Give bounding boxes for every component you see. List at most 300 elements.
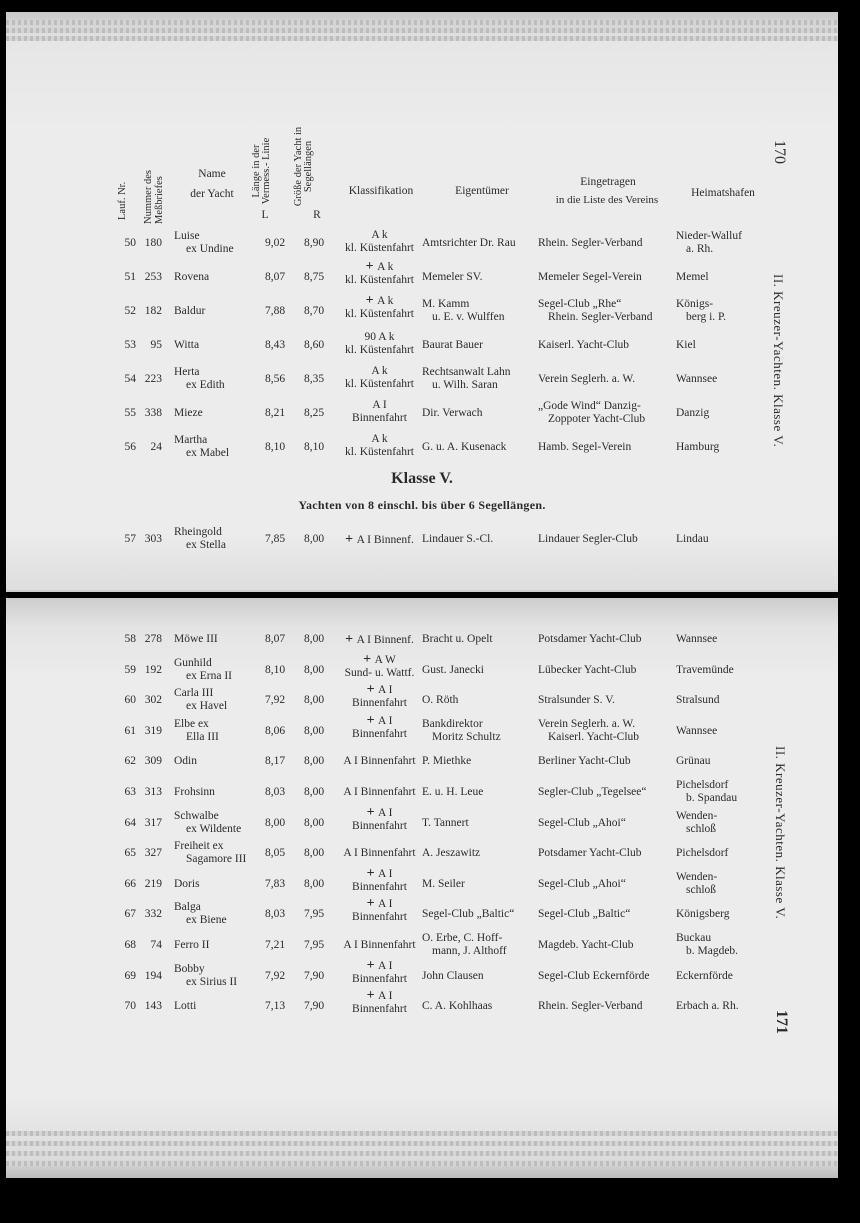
eigentuemer-line: Dir. Verwach (422, 407, 483, 419)
segellaengen-value: 7,90 (303, 1000, 325, 1013)
eigentuemer-line: Segel-Club „Baltic“ (422, 908, 515, 921)
heimatshafen (676, 664, 766, 677)
verein-line: Potsdamer Yacht-Club (538, 633, 642, 645)
yacht-name-line: Rovena (174, 271, 210, 283)
klassifikation-line: Sund- u. Wattf. (344, 666, 415, 679)
heimatshafen (676, 779, 766, 805)
yacht-name-line: Bobby (174, 962, 205, 975)
messbrief-nr: 313 (144, 786, 162, 798)
klassifikation (333, 755, 426, 768)
messbrief-nr: 309 (144, 755, 162, 768)
laenge-value: 7,92 (264, 969, 286, 982)
heimatshafen (676, 810, 766, 836)
page-170 (6, 12, 838, 592)
yacht-name (174, 657, 264, 683)
heimatshafen (676, 298, 766, 324)
heimatshafen-line: Erbach a. Rh. (676, 1000, 739, 1013)
header-groesse: Größe der Yacht in Segellängen (293, 126, 314, 207)
klassifikation (333, 399, 426, 425)
yacht-name (174, 810, 264, 836)
laenge-value: 8,06 (264, 724, 286, 737)
laenge-value: 8,21 (264, 407, 286, 419)
klassifikation-line: A I (378, 806, 393, 819)
klassifikation (333, 867, 426, 894)
yacht-name-line: Witta (174, 339, 200, 351)
eigentuemer (422, 366, 540, 392)
eigentuemer-line: Bankdirektor (422, 717, 483, 730)
lauf-nr: 58 (124, 633, 136, 645)
verein-line: Hamb. Segel-Verein (538, 441, 632, 453)
table-row (6, 259, 838, 298)
laenge-value: 7,88 (264, 305, 286, 317)
yacht-name-line: ex Stella (186, 539, 226, 551)
yacht-name (174, 434, 264, 460)
table-row (6, 330, 838, 366)
klassifikation (333, 294, 426, 321)
eigentuemer (422, 694, 540, 707)
yacht-name (174, 718, 264, 744)
messbrief-nr: 192 (144, 663, 162, 676)
yacht-name (174, 230, 264, 256)
klassifikation-line: Binnenfahrt (352, 412, 407, 424)
klassifikation (333, 653, 426, 680)
yacht-name-line: Frohsinn (174, 786, 215, 798)
klassifikation (333, 331, 426, 357)
section-title: Klasse V. (391, 470, 453, 487)
heimatshafen-line: Memel (676, 271, 709, 283)
eigentuemer-line: mann, J. Althoff (432, 945, 507, 957)
eigentuemer (422, 847, 540, 860)
page-edge (6, 20, 838, 25)
heimatshafen-line: Wannsee (676, 373, 718, 385)
lauf-nr: 50 (124, 237, 136, 249)
klassifikation-line: A I (372, 399, 387, 411)
lauf-nr: 55 (124, 407, 136, 419)
cross-icon: + (366, 712, 379, 728)
klassifikation-line: 90 A k (364, 331, 395, 343)
heimatshafen-line: Buckau (676, 932, 712, 944)
yacht-name-line: ex Undine (186, 243, 234, 255)
yacht-name-line: Lotti (174, 1000, 197, 1013)
yacht-name-line: Möwe III (174, 633, 218, 645)
klassifikation-line: A I Binnenfahrt (343, 939, 416, 951)
messbrief-nr: 74 (150, 939, 162, 951)
page-edge (6, 28, 838, 33)
yacht-name-line: Carla III (174, 687, 214, 700)
verein-line: Potsdamer Yacht-Club (538, 847, 642, 860)
page-edge (6, 1131, 838, 1136)
running-header: II. Kreuzer-Yachten. Klasse V. (771, 274, 786, 448)
klassifikation (333, 939, 426, 952)
verein (538, 1000, 674, 1013)
messbrief-nr: 332 (144, 908, 162, 921)
messbrief-nr: 223 (144, 373, 162, 385)
messbrief-nr: 319 (144, 724, 162, 737)
yacht-name-line: Sagamore III (186, 853, 247, 866)
eigentuemer-line: O. Erbe, C. Hoff- (422, 932, 503, 944)
laenge-value: 9,02 (264, 237, 286, 249)
klassifikation-line: A I (378, 684, 393, 697)
verein-line: Segel-Club Eckernförde (538, 969, 650, 982)
klassifikation-line: kl. Küstenfahrt (345, 274, 414, 286)
messbrief-nr: 317 (144, 816, 162, 829)
klassifikation (333, 229, 426, 255)
klassifikation (333, 714, 426, 741)
page-edge (6, 1161, 838, 1166)
eigentuemer-line: Memeler SV. (422, 271, 483, 283)
verein-line: Verein Seglerh. a. W. (538, 373, 636, 385)
eigentuemer (422, 664, 540, 677)
yacht-name-line: Luise (174, 230, 200, 242)
klassifikation-line: Binnenfahrt (352, 727, 407, 740)
table-row (6, 524, 838, 560)
lauf-nr: 56 (124, 441, 136, 453)
segellaengen-value: 8,00 (303, 633, 325, 645)
cross-icon: + (365, 259, 378, 274)
verein-line: Kaiserl. Yacht-Club (548, 730, 640, 743)
verein-line: Zoppoter Yacht-Club (548, 413, 646, 425)
yacht-name (174, 939, 264, 952)
laenge-value: 8,07 (264, 633, 286, 645)
klassifikation-line: Binnenfahrt (352, 972, 407, 985)
klassifikation-line: A I Binnenfahrt (343, 755, 416, 768)
verein (538, 533, 674, 546)
messbrief-nr: 95 (150, 339, 162, 351)
yacht-name (174, 687, 264, 713)
lauf-nr: 64 (124, 816, 136, 829)
klassifikation-line: A I (378, 959, 393, 972)
heimatshafen-line: Kiel (676, 339, 696, 351)
page-edge (6, 1141, 838, 1146)
verein-line: Segel-Club „Rhe“ (538, 298, 622, 310)
klassifikation (333, 260, 426, 287)
eigentuemer (422, 932, 540, 958)
heimatshafen-line: berg i. P. (686, 311, 727, 323)
header-brief-nr: Nummer des Meßbriefes (143, 170, 165, 224)
laenge-value: 8,17 (264, 755, 286, 768)
running-header: II. Kreuzer-Yachten. Klasse V. (773, 746, 788, 920)
eigentuemer-line: G. u. A. Kusenack (422, 441, 507, 453)
heimatshafen-line: Wenden- (676, 870, 718, 883)
yacht-name (174, 878, 264, 891)
messbrief-nr: 180 (144, 237, 162, 249)
klassifikation-line: A I Binnenf. (356, 534, 414, 546)
eigentuemer (422, 1000, 540, 1013)
yacht-name-line: Herta (174, 366, 200, 378)
cross-icon: + (366, 804, 379, 820)
eigentuemer (422, 817, 540, 830)
lauf-nr: 70 (124, 1000, 136, 1013)
verein-line: Berliner Yacht-Club (538, 755, 631, 768)
laenge-value: 7,83 (264, 877, 286, 890)
verein-line: Lübecker Yacht-Club (538, 663, 637, 676)
laenge-value: 7,92 (264, 694, 286, 707)
cross-icon: + (366, 682, 379, 698)
yacht-name-line: ex Mabel (186, 447, 230, 459)
lauf-nr: 69 (124, 969, 136, 982)
eigentuemer-line: Moritz Schultz (432, 730, 501, 743)
yacht-name (174, 755, 264, 768)
eigentuemer-line: M. Kamm (422, 298, 470, 310)
header-klassifikation: Klassifikation (348, 185, 414, 197)
lauf-nr: 51 (124, 271, 136, 283)
eigentuemer-line: u. Wilh. Saran (432, 379, 498, 391)
verein (538, 298, 674, 324)
cross-icon: + (345, 532, 357, 547)
yacht-name-line: ex Edith (186, 379, 225, 391)
klassifikation (333, 959, 426, 986)
klassifikation (333, 365, 426, 391)
lauf-nr: 57 (124, 533, 136, 545)
page-edge (6, 1151, 838, 1156)
yacht-name (174, 339, 264, 352)
verein-line: Segel-Club „Baltic“ (538, 908, 631, 921)
segellaengen-value: 8,60 (303, 339, 325, 351)
klassifikation-line: Binnenfahrt (352, 819, 407, 832)
yacht-name (174, 1000, 264, 1013)
eigentuemer (422, 339, 540, 352)
eigentuemer-line: u. E. v. Wulffen (432, 311, 505, 323)
yacht-name-line: ex Havel (186, 700, 228, 713)
heimatshafen (676, 970, 766, 983)
segellaengen-value: 7,95 (303, 908, 325, 921)
eigentuemer (422, 407, 540, 420)
table-row (6, 988, 838, 1027)
verein (538, 339, 674, 352)
klassifikation-line: Binnenfahrt (352, 911, 407, 924)
laenge-value: 7,85 (264, 533, 286, 545)
klassifikation (333, 533, 426, 547)
yacht-name-line: Rheingold (174, 526, 222, 538)
header-lauf-nr: Lauf. Nr. (117, 181, 128, 220)
klassifikation-line: A W (374, 653, 396, 666)
heimatshafen-line: Lindau (676, 533, 709, 545)
segellaengen-value: 7,90 (303, 969, 325, 982)
klassifikation (333, 847, 426, 860)
heimatshafen (676, 932, 766, 958)
verein-line: „Gode Wind“ Danzig- (538, 400, 641, 412)
verein-line: Verein Seglerh. a. W. (538, 717, 636, 730)
eigentuemer (422, 786, 540, 799)
heimatshafen (676, 755, 766, 768)
header-eigentuemer: Eigentümer (455, 185, 509, 197)
klassifikation-line: kl. Küstenfahrt (345, 242, 414, 254)
cross-icon: + (366, 988, 379, 1004)
laenge-value: 8,03 (264, 908, 286, 921)
messbrief-nr: 278 (144, 633, 162, 645)
lauf-nr: 66 (124, 877, 136, 890)
lauf-nr: 63 (124, 786, 136, 798)
segellaengen-value: 8,25 (303, 407, 325, 419)
segellaengen-value: 8,00 (303, 724, 325, 737)
eigentuemer (422, 633, 540, 646)
heimatshafen-line: Nieder-Walluf (676, 230, 742, 242)
segellaengen-value: 7,95 (303, 939, 325, 951)
heimatshafen-line: b. Magdeb. (686, 945, 739, 957)
klassifikation-line: kl. Küstenfahrt (345, 378, 414, 390)
yacht-name-line: ex Sirius II (186, 975, 238, 988)
eigentuemer (422, 533, 540, 546)
eigentuemer-line: A. Jeszawitz (422, 847, 481, 860)
laenge-value: 7,21 (264, 939, 286, 951)
heimatshafen (676, 339, 766, 352)
heimatshafen-line: Königs- (676, 298, 714, 310)
eigentuemer-line: E. u. H. Leue (422, 786, 484, 798)
cross-icon: + (366, 865, 379, 881)
laenge-value: 8,00 (264, 816, 286, 829)
heimatshafen (676, 725, 766, 738)
verein (538, 970, 674, 983)
klassifikation (333, 433, 426, 459)
klassifikation (333, 897, 426, 924)
laenge-value: 8,07 (264, 271, 286, 283)
heimatshafen-line: schloß (686, 883, 717, 896)
page-171 (6, 598, 838, 1178)
verein (538, 441, 674, 454)
verein-line: Lindauer Segler-Club (538, 533, 638, 545)
yacht-name-line: Ferro II (174, 939, 210, 951)
yacht-name (174, 407, 264, 420)
eigentuemer (422, 718, 540, 744)
klassifikation-line: A I Binnenfahrt (343, 847, 416, 860)
heimatshafen-line: b. Spandau (686, 792, 738, 804)
klassifikation-line: A k (377, 295, 394, 307)
segellaengen-value: 8,00 (303, 816, 325, 829)
verein-line: Segler-Club „Tegelsee“ (538, 786, 647, 798)
section-subtitle: Yachten von 8 einschl. bis über 6 Segellängen. (298, 498, 546, 512)
heimatshafen-line: Eckernförde (676, 969, 733, 982)
segellaengen-value: 8,00 (303, 663, 325, 676)
laenge-value: 8,43 (264, 339, 286, 351)
eigentuemer (422, 908, 540, 921)
yacht-name-line: Balga (174, 901, 201, 914)
eigentuemer-line: Amtsrichter Dr. Rau (422, 237, 516, 249)
yacht-name (174, 840, 264, 866)
lauf-nr: 61 (124, 724, 136, 737)
header-eingetragen-liste: in die Liste des Vereins (555, 194, 659, 206)
yacht-name (174, 901, 264, 927)
yacht-name (174, 305, 264, 318)
verein (538, 694, 674, 707)
lauf-nr: 53 (124, 339, 136, 351)
lauf-nr: 52 (124, 305, 136, 317)
yacht-name-line: Mieze (174, 407, 203, 419)
messbrief-nr: 194 (144, 969, 162, 982)
klassifikation-line: kl. Küstenfahrt (345, 446, 414, 458)
klassifikation-line: A I (378, 898, 393, 911)
klassifikation-line: A I Binnenf. (356, 634, 414, 646)
heimatshafen-line: Grünau (676, 755, 711, 768)
laenge-value: 7,13 (264, 1000, 286, 1013)
cross-icon: + (365, 293, 378, 308)
eigentuemer (422, 441, 540, 454)
eigentuemer-line: Lindauer S.-Cl. (422, 533, 494, 545)
segellaengen-value: 8,75 (303, 271, 325, 283)
messbrief-nr: 143 (144, 1000, 162, 1013)
klassifikation-line: Binnenfahrt (352, 1003, 407, 1016)
klassifikation-line: kl. Küstenfahrt (345, 308, 414, 320)
heimatshafen-line: schloß (686, 822, 717, 835)
verein (538, 908, 674, 921)
lauf-nr: 60 (124, 694, 136, 707)
segellaengen-value: 8,00 (303, 877, 325, 890)
page-number: 171 (773, 1010, 790, 1034)
klassifikation (333, 683, 426, 710)
heimatshafen-line: Travemünde (676, 663, 734, 676)
verein-line: Rhein. Segler-Verband (538, 1000, 643, 1013)
heimatshafen-line: Wannsee (676, 724, 718, 737)
header-laenge: Länge in der Vermess.- Linie (251, 137, 272, 205)
klassifikation (333, 786, 426, 799)
eigentuemer (422, 970, 540, 983)
yacht-name-line: Elbe ex (174, 717, 209, 730)
verein (538, 847, 674, 860)
table-row (6, 364, 838, 400)
segellaengen-value: 8,00 (303, 755, 325, 768)
heimatshafen-line: Königsberg (676, 908, 730, 921)
eigentuemer-line: O. Röth (422, 694, 459, 707)
yacht-name-line: Odin (174, 755, 197, 768)
eigentuemer-line: John Clausen (422, 969, 484, 982)
yacht-name (174, 963, 264, 989)
verein (538, 664, 674, 677)
page-number: 170 (771, 140, 788, 164)
verein-line: Stralsunder S. V. (538, 694, 615, 707)
yacht-name-line: Baldur (174, 305, 206, 317)
verein (538, 755, 674, 768)
yacht-name-line: Gunhild (174, 656, 212, 669)
verein-line: Rhein. Segler-Verband (538, 237, 643, 249)
verein-line: Kaiserl. Yacht-Club (538, 339, 630, 351)
eigentuemer (422, 271, 540, 284)
klassifikation-line: A I (378, 867, 393, 880)
yacht-name (174, 526, 264, 552)
cross-icon: + (363, 651, 375, 667)
yacht-name (174, 786, 264, 799)
cross-icon: + (345, 632, 357, 647)
klassifikation (333, 806, 426, 833)
klassifikation (333, 633, 426, 647)
yacht-name-line: Ella III (186, 730, 219, 743)
messbrief-nr: 253 (144, 271, 162, 283)
lauf-nr: 65 (124, 847, 136, 860)
messbrief-nr: 24 (150, 441, 162, 453)
segellaengen-value: 8,00 (303, 533, 325, 545)
header-eingetragen: Eingetragen (580, 176, 636, 188)
heimatshafen (676, 871, 766, 897)
laenge-value: 8,10 (264, 441, 286, 453)
heimatshafen (676, 533, 766, 546)
table-row (6, 228, 838, 264)
segellaengen-value: 8,70 (303, 305, 325, 317)
page-edge (6, 36, 838, 41)
verein-line: Memeler Segel-Verein (538, 271, 642, 283)
yacht-name-line: ex Erna II (186, 669, 232, 682)
verein (538, 786, 674, 799)
heimatshafen-line: Wannsee (676, 633, 718, 645)
klassifikation-line: A k (371, 365, 388, 377)
heimatshafen-line: Danzig (676, 407, 710, 419)
eigentuemer (422, 878, 540, 891)
yacht-name (174, 633, 264, 646)
table-row (6, 398, 838, 434)
verein (538, 373, 674, 386)
verein (538, 817, 674, 830)
verein (538, 718, 674, 744)
header-heimatshafen: Heimatshafen (691, 187, 755, 199)
heimatshafen (676, 230, 766, 256)
segellaengen-value: 8,00 (303, 786, 325, 798)
